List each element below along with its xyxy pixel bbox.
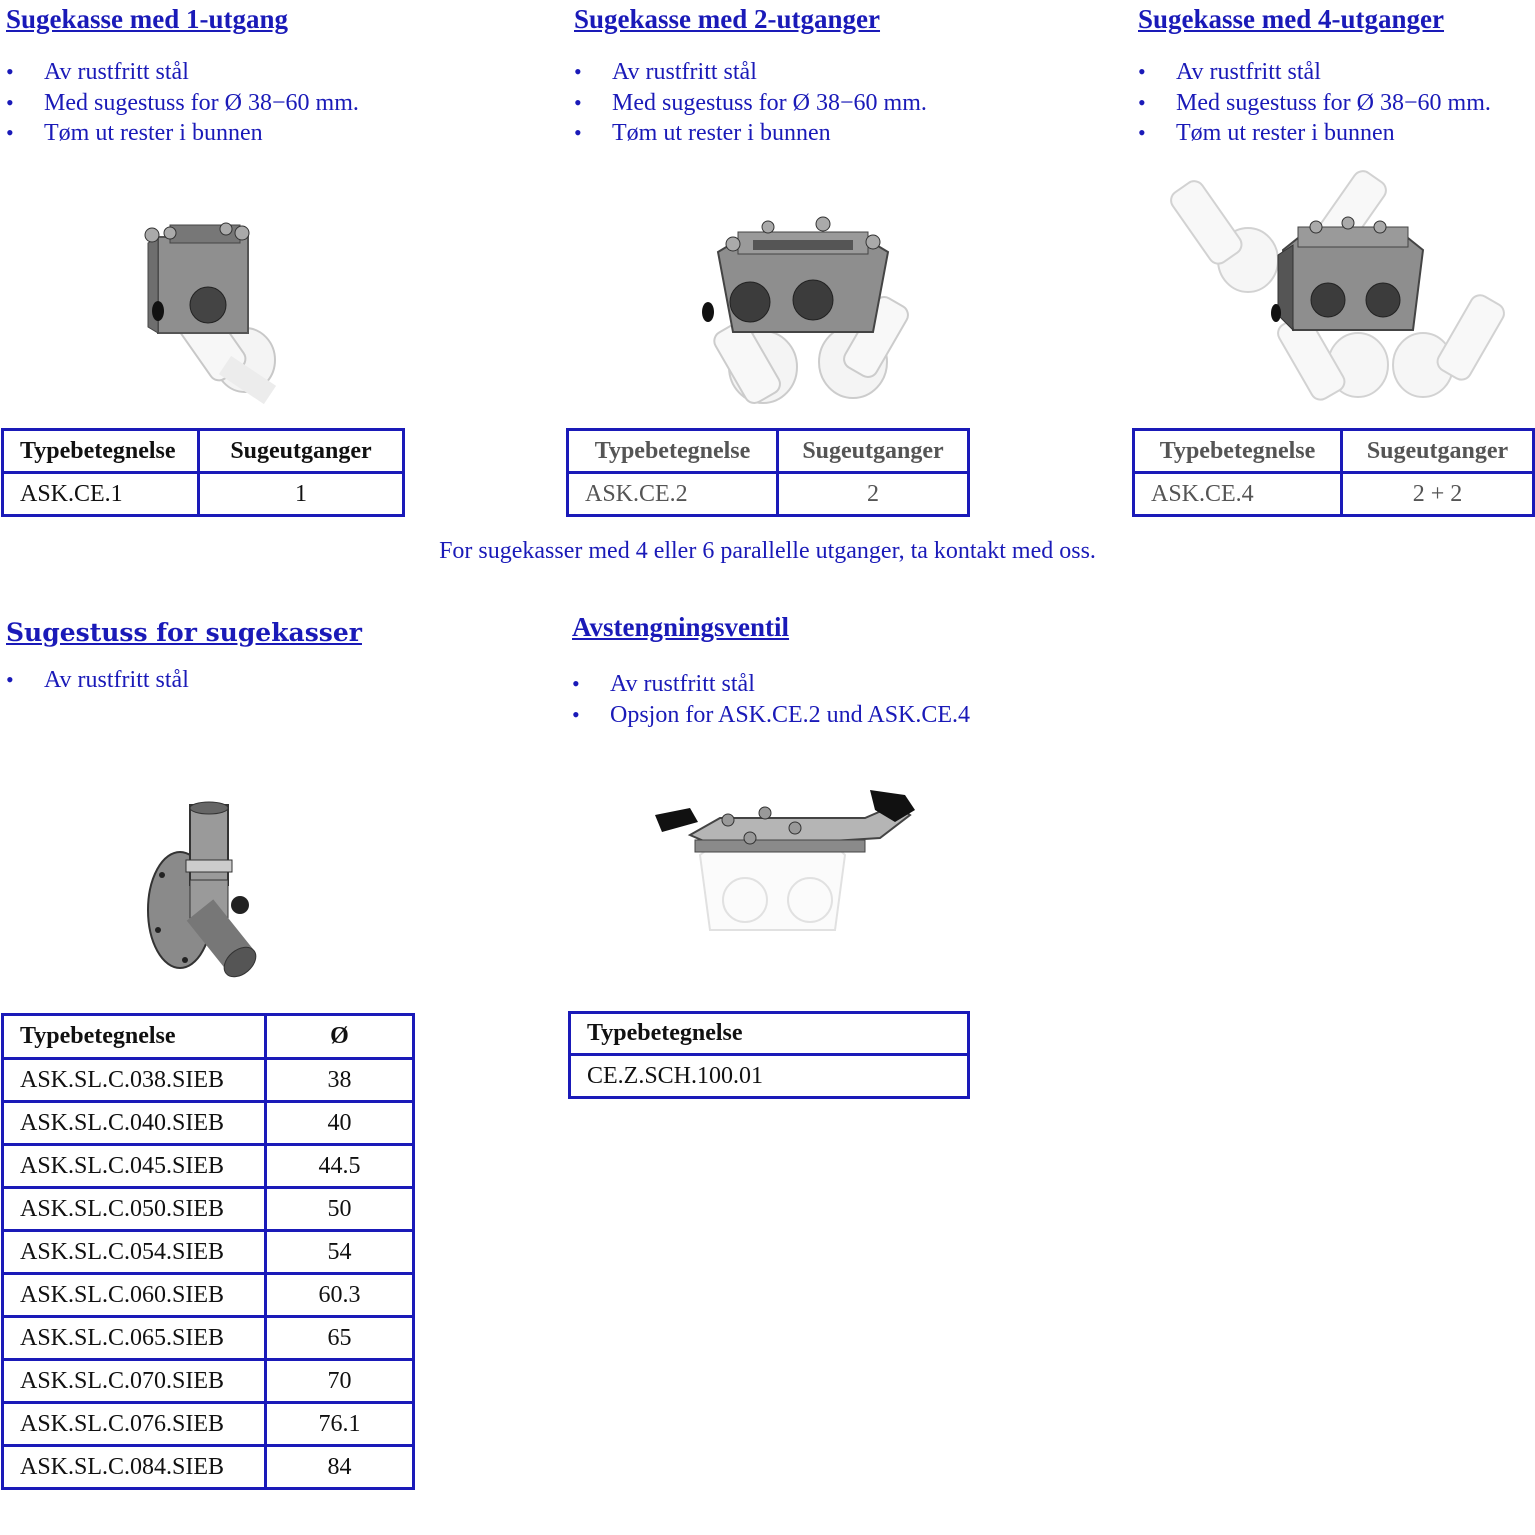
cell-type: ASK.CE.2 — [568, 473, 778, 516]
bullet: • Med sugestuss for Ø 38−60 mm. — [574, 88, 927, 119]
cell-type: ASK.SL.C.070.SIEB — [3, 1360, 266, 1403]
bullet: • Tøm ut rester i bunnen — [1138, 118, 1491, 149]
bullet: • Tøm ut rester i bunnen — [574, 118, 927, 149]
table-row — [3, 1102, 414, 1145]
cell-type: ASK.SL.C.050.SIEB — [3, 1188, 266, 1231]
header-typebetegnelse: Typebetegnelse — [570, 1013, 969, 1055]
nozzle-bullets — [6, 665, 362, 696]
header-diameter: Ø — [266, 1015, 414, 1059]
table-row — [3, 1231, 414, 1274]
cell-diameter: 60.3 — [266, 1274, 414, 1317]
cell-type: ASK.SL.C.045.SIEB — [3, 1145, 266, 1188]
bullet: • Med sugestuss for Ø 38−60 mm. — [6, 88, 359, 119]
cell-diameter: 76.1 — [266, 1403, 414, 1446]
cell-type: CE.Z.SCH.100.01 — [570, 1055, 969, 1098]
table-row — [3, 1059, 414, 1102]
bullet: • Av rustfritt stål — [1138, 57, 1491, 88]
box-4-title[interactable]: Sugekasse med 4-utganger — [1138, 4, 1445, 34]
header-sugeutganger: Sugeutganger — [1342, 430, 1534, 473]
box-1-title[interactable]: Sugekasse med 1-utgang — [6, 4, 289, 34]
header-typebetegnelse: Typebetegnelse — [3, 430, 199, 473]
bullet: • Av rustfritt stål — [6, 665, 362, 696]
bullet: • Av rustfritt stål — [6, 57, 359, 88]
box-2-bullets — [574, 57, 927, 149]
header-typebetegnelse: Typebetegnelse — [1134, 430, 1342, 473]
box-1-bullets — [6, 57, 359, 149]
cell-diameter: 65 — [266, 1317, 414, 1360]
nozzle-title[interactable]: Sugestuss for sugekasser — [6, 618, 362, 647]
valve-bullets — [572, 669, 970, 730]
cell-diameter: 50 — [266, 1188, 414, 1231]
cell-type: ASK.SL.C.038.SIEB — [3, 1059, 266, 1102]
shutoff-valve-image — [650, 780, 925, 945]
bullet: • Av rustfritt stål — [574, 57, 927, 88]
box-2-table — [566, 428, 970, 517]
cell-outlets: 2 — [778, 473, 969, 516]
nozzle-table — [1, 1013, 415, 1490]
valve-table — [568, 1011, 970, 1099]
table-row — [3, 473, 404, 516]
cell-type: ASK.CE.4 — [1134, 473, 1342, 516]
cell-diameter: 44.5 — [266, 1145, 414, 1188]
table-row — [3, 1360, 414, 1403]
section-box-4 — [1138, 4, 1491, 149]
section-box-2 — [574, 4, 927, 149]
bullet: • Med sugestuss for Ø 38−60 mm. — [1138, 88, 1491, 119]
cell-type: ASK.SL.C.084.SIEB — [3, 1446, 266, 1489]
cell-diameter: 84 — [266, 1446, 414, 1489]
table-row — [3, 1403, 414, 1446]
suction-box-1-outlet-image — [130, 215, 300, 410]
section-box-1 — [6, 4, 359, 149]
table-row — [3, 1446, 414, 1489]
header-sugeutganger: Sugeutganger — [778, 430, 969, 473]
bullet: • Opsjon for ASK.CE.2 und ASK.CE.4 — [572, 700, 970, 731]
box-4-bullets — [1138, 57, 1491, 149]
section-valve — [572, 612, 970, 730]
cell-diameter: 70 — [266, 1360, 414, 1403]
header-sugeutganger: Sugeutganger — [199, 430, 404, 473]
suction-nozzle-image — [140, 800, 260, 980]
bullet: • Tøm ut rester i bunnen — [6, 118, 359, 149]
cell-type: ASK.CE.1 — [3, 473, 199, 516]
cell-type: ASK.SL.C.060.SIEB — [3, 1274, 266, 1317]
cell-outlets: 1 — [199, 473, 404, 516]
table-row — [568, 473, 969, 516]
valve-title[interactable]: Avstengningsventil — [572, 612, 790, 642]
table-row — [3, 1145, 414, 1188]
table-row — [3, 1188, 414, 1231]
cell-type: ASK.SL.C.040.SIEB — [3, 1102, 266, 1145]
cell-diameter: 54 — [266, 1231, 414, 1274]
box-4-table — [1132, 428, 1535, 517]
suction-box-2-outlet-image — [688, 212, 928, 412]
header-typebetegnelse: Typebetegnelse — [568, 430, 778, 473]
contact-note: For sugekasser med 4 eller 6 parallelle utganger, ta kontakt med oss. — [439, 538, 1096, 564]
header-typebetegnelse: Typebetegnelse — [3, 1015, 266, 1059]
cell-type: ASK.SL.C.054.SIEB — [3, 1231, 266, 1274]
box-1-table — [1, 428, 405, 517]
box-2-title[interactable]: Sugekasse med 2-utganger — [574, 4, 881, 34]
table-row — [1134, 473, 1534, 516]
cell-diameter: 40 — [266, 1102, 414, 1145]
suction-box-4-outlet-image — [1168, 165, 1508, 410]
cell-diameter: 38 — [266, 1059, 414, 1102]
cell-type: ASK.SL.C.076.SIEB — [3, 1403, 266, 1446]
section-nozzle — [6, 618, 362, 696]
table-row — [570, 1055, 969, 1098]
cell-type: ASK.SL.C.065.SIEB — [3, 1317, 266, 1360]
table-row — [3, 1317, 414, 1360]
bullet: • Av rustfritt stål — [572, 669, 970, 700]
cell-outlets: 2 + 2 — [1342, 473, 1534, 516]
table-row — [3, 1274, 414, 1317]
